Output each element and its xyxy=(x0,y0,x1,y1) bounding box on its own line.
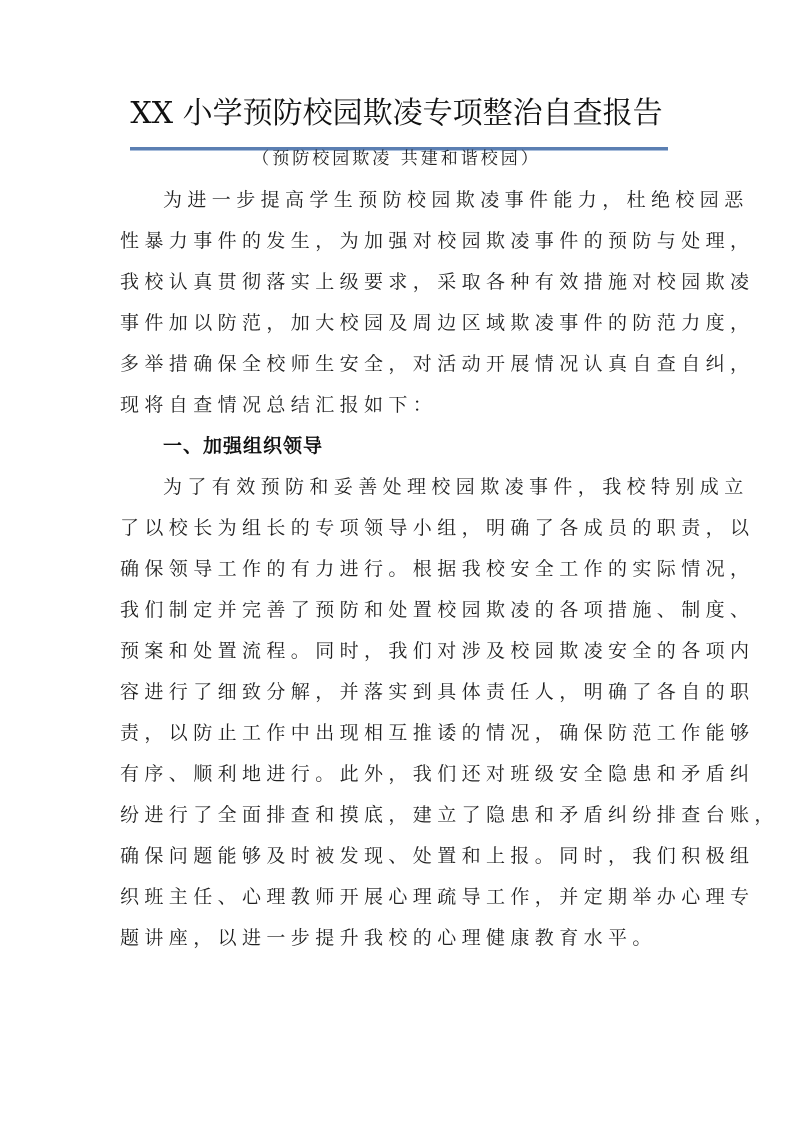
document-subtitle: （预防校园欺凌 共建和谐校园） xyxy=(252,149,541,169)
paragraph-line: 纷进行了全面排查和摸底，建立了隐患和矛盾纠纷排查台账， xyxy=(120,804,779,826)
paragraph-line: 多举措确保全校师生安全，对活动开展情况认真自查自纠， xyxy=(120,353,755,375)
paragraph-line: 为了有效预防和妥善处理校园欺凌事件，我校特别成立 xyxy=(163,476,749,498)
document-title: XX 小学预防校园欺凌专项整治自查报告 xyxy=(130,96,663,131)
paragraph-line: 确保领导工作的有力进行。根据我校安全工作的实际情况， xyxy=(120,558,755,580)
document-body xyxy=(120,180,779,959)
paragraph-line: 我校认真贯彻落实上级要求，采取各种有效措施对校园欺凌 xyxy=(120,271,755,293)
section-heading: 一、加强组织领导 xyxy=(163,435,324,457)
paragraph-line: 我们制定并完善了预防和处置校园欺凌的各项措施、制度、 xyxy=(120,599,755,621)
paragraph-line: 题讲座，以进一步提升我校的心理健康教育水平。 xyxy=(120,927,657,949)
paragraph-line: 现将自查情况总结汇报如下： xyxy=(120,394,438,416)
paragraph-line: 预案和处置流程。同时，我们对涉及校园欺凌安全的各项内 xyxy=(120,640,755,662)
paragraph-line: 性暴力事件的发生，为加强对校园欺凌事件的预防与处理， xyxy=(120,230,755,252)
paragraph-line: 确保问题能够及时被发现、处置和上报。同时，我们积极组 xyxy=(120,845,755,867)
paragraph-line: 责，以防止工作中出现相互推诿的情况，确保防范工作能够 xyxy=(120,722,755,744)
paragraph-line: 织班主任、心理教师开展心理疏导工作，并定期举办心理专 xyxy=(120,886,755,908)
paragraph-line: 有序、顺利地进行。此外，我们还对班级安全隐患和矛盾纠 xyxy=(120,763,755,785)
paragraph-line: 事件加以防范，加大校园及周边区域欺凌事件的防范力度， xyxy=(120,312,755,334)
paragraph-line: 容进行了细致分解，并落实到具体责任人，明确了各自的职 xyxy=(120,681,755,703)
paragraph-line: 了以校长为组长的专项领导小组，明确了各成员的职责，以 xyxy=(120,517,755,539)
paragraph-line: 为进一步提高学生预防校园欺凌事件能力，杜绝校园恶 xyxy=(163,189,749,211)
